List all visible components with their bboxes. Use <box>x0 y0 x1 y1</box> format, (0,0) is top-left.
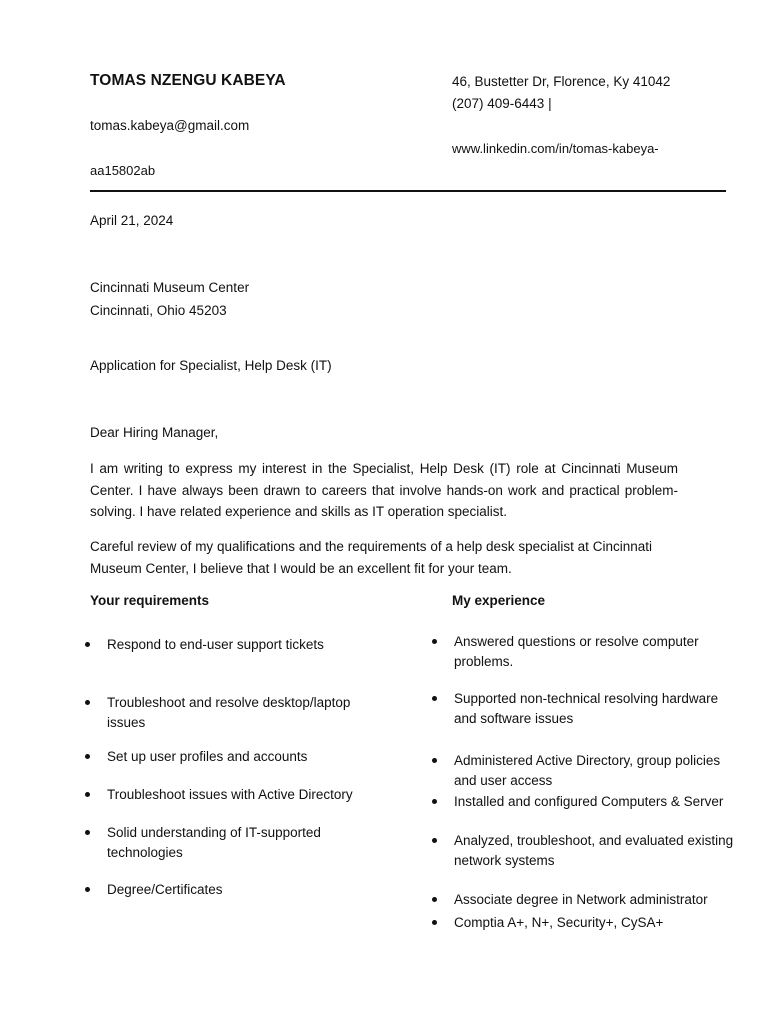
header-divider <box>90 190 726 192</box>
phone-line: (207) 409-6443 | <box>452 96 552 111</box>
address-line: 46, Bustetter Dr, Florence, Ky 41042 <box>452 74 671 89</box>
experience-text: Supported non-technical resolving hardware and software issues <box>454 691 719 726</box>
bullet-icon <box>85 700 90 705</box>
email-address: tomas.kabeya@gmail.com <box>90 118 250 133</box>
bullet-icon <box>85 830 90 835</box>
experience-text: Associate degree in Network administrator <box>454 892 708 907</box>
bullet-icon <box>432 799 437 804</box>
salutation: Dear Hiring Manager, <box>90 425 219 440</box>
bullet-icon <box>432 758 437 763</box>
experience-heading: My experience <box>452 593 546 608</box>
recipient-city: Cincinnati, Ohio 45203 <box>90 303 227 318</box>
bullet-icon <box>85 642 90 647</box>
experience-text: Analyzed, troubleshoot, and evaluated existing network systems <box>454 833 734 868</box>
requirements-heading: Your requirements <box>90 593 210 608</box>
experience-text: Comptia A+, N+, Security+, CySA+ <box>454 915 664 930</box>
bullet-icon <box>432 920 437 925</box>
experience-text: Answered questions or resolve computer problems. <box>454 634 699 669</box>
linkedin-url-part2: aa15802ab <box>90 163 156 178</box>
bullet-icon <box>432 838 437 843</box>
body-paragraph-1: I am writing to express my interest in the Specialist, Help Desk (IT) role at Cincinnati Museum Center. I have always been drawn to careers that involve hands-on work and practical problem-solving. I have related experience and skills as IT operation specialist. <box>90 461 678 519</box>
experience-text: Installed and configured Computers & Server <box>454 794 724 809</box>
bullet-icon <box>85 792 90 797</box>
bullet-icon <box>432 696 437 701</box>
requirement-text: Solid understanding of IT-supported technologies <box>107 825 321 860</box>
requirement-text: Degree/Certificates <box>107 882 223 897</box>
bullet-icon <box>85 887 90 892</box>
letter-date: April 21, 2024 <box>90 213 174 228</box>
requirement-text: Set up user profiles and accounts <box>107 749 308 764</box>
recipient-org: Cincinnati Museum Center <box>90 280 250 295</box>
requirement-text: Troubleshoot and resolve desktop/laptop issues <box>107 695 351 730</box>
letter-subject: Application for Specialist, Help Desk (IT) <box>90 358 332 373</box>
bullet-icon <box>432 639 437 644</box>
experience-text: Administered Active Directory, group policies and user access <box>454 753 721 788</box>
requirement-text: Respond to end-user support tickets <box>107 637 324 652</box>
applicant-name: TOMAS NZENGU KABEYA <box>90 72 286 89</box>
requirement-text: Troubleshoot issues with Active Directory <box>107 787 353 802</box>
bullet-icon <box>85 754 90 759</box>
linkedin-url-part1: www.linkedin.com/in/tomas-kabeya- <box>452 141 659 156</box>
body-paragraph-2: Careful review of my qualifications and the requirements of a help desk specialist at Cincinnati Museum Center, I believe that I would be an excellent fit for your team. <box>90 539 652 576</box>
bullet-icon <box>432 897 437 902</box>
